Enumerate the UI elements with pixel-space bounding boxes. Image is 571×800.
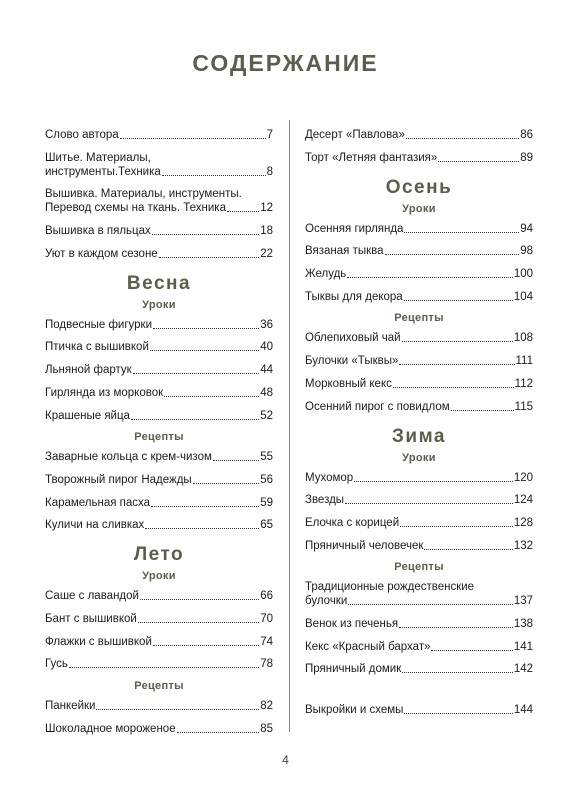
toc-entry[interactable]	[305, 222, 533, 236]
toc-entry[interactable]	[45, 518, 273, 532]
toc-entry-title: Карамельная пасха	[45, 496, 151, 509]
toc-entry-page: 12	[260, 202, 273, 215]
toc-entry-title: Слово автора	[45, 129, 119, 141]
toc-entry-title: Вязаная тыква	[305, 245, 384, 258]
dot-leader	[399, 627, 513, 628]
dot-leader	[451, 410, 514, 411]
dot-leader	[438, 161, 519, 162]
dot-leader	[354, 481, 513, 482]
toc-entry-page: 55	[260, 451, 273, 464]
dot-leader	[153, 645, 259, 646]
toc-entry-page: 8	[266, 165, 273, 178]
toc-entry-page: 7	[266, 129, 273, 141]
toc-entry[interactable]	[305, 493, 533, 507]
toc-entry[interactable]	[305, 662, 533, 676]
dot-leader	[404, 713, 512, 714]
toc-entry-page: 144	[513, 704, 533, 716]
toc-entry[interactable]	[45, 247, 273, 261]
toc-entry-page: 120	[513, 471, 533, 484]
toc-entry[interactable]	[45, 363, 273, 377]
dot-leader	[402, 341, 513, 342]
toc-entry[interactable]	[45, 496, 273, 510]
dot-leader	[96, 709, 259, 710]
toc-entry[interactable]	[305, 640, 533, 654]
toc-entry[interactable]	[45, 635, 273, 649]
toc-entry-title: Елочка с корицей	[305, 516, 400, 529]
toc-entry-title: Птичка с вышивкой	[45, 341, 149, 354]
summer-lessons-list	[45, 589, 273, 671]
dot-leader	[145, 528, 259, 529]
toc-entry-title: Булочки «Тыквы»	[305, 355, 399, 368]
toc-entry-page: 85	[260, 722, 273, 735]
intro-list	[45, 128, 273, 261]
toc-entry[interactable]	[45, 318, 273, 332]
dot-leader	[404, 232, 519, 233]
section-heading-spring: Весна	[126, 272, 192, 294]
toc-entry-page: 74	[260, 635, 273, 648]
toc-entry-title: Бант с вышивкой	[45, 612, 137, 625]
toc-entry-page: 124	[513, 494, 533, 507]
toc-entry-page: 48	[260, 386, 273, 399]
toc-entry-title: Панкейки	[45, 700, 96, 712]
subheading-winter-lessons: Уроки	[402, 451, 436, 464]
toc-entry-title: Пряничный домик	[305, 663, 402, 676]
dot-leader	[133, 373, 260, 374]
toc-entry-title: Желудь	[305, 268, 347, 281]
toc-entry[interactable]	[305, 151, 533, 165]
toc-entry[interactable]	[45, 473, 273, 487]
dot-leader	[120, 138, 266, 139]
toc-entry-page: 137	[513, 595, 533, 608]
dot-leader	[162, 175, 266, 176]
toc-entry-patterns[interactable]	[305, 703, 533, 717]
dot-leader	[227, 211, 259, 212]
dot-leader	[131, 419, 259, 420]
toc-entry-title: Подвесные фигурки	[45, 318, 153, 331]
winter-lessons-list	[305, 471, 533, 553]
dot-leader	[402, 672, 513, 673]
toc-entry-title: Облепиховый чай	[305, 332, 401, 345]
toc-entry-page: 100	[513, 268, 533, 281]
autumn-lessons-list	[305, 222, 533, 304]
toc-entry-page: 94	[520, 222, 533, 235]
toc-entry-title: Куличи на сливках	[45, 519, 145, 532]
dot-leader	[424, 549, 512, 550]
toc-entry[interactable]	[305, 290, 533, 304]
dot-leader	[150, 350, 259, 351]
toc-entry-title: Крашеные яйца	[45, 409, 130, 422]
toc-entry[interactable]	[305, 400, 533, 414]
toc-column-right	[305, 128, 533, 726]
toc-entry[interactable]	[305, 377, 533, 391]
autumn-recipes-list	[305, 331, 533, 413]
toc-entry-title: Шоколадное мороженое	[45, 722, 176, 735]
toc-entry-page: 40	[260, 341, 273, 354]
toc-entry-page: 59	[260, 496, 273, 509]
dot-leader	[177, 732, 260, 733]
toc-entry-title: Кекс «Красный бархат»	[305, 640, 431, 653]
toc-entry[interactable]	[45, 386, 273, 400]
toc-entry-title-line: Перевод схемы на ткань. Техника	[45, 202, 226, 215]
spring-recipes-list	[45, 450, 273, 532]
page-title: СОДЕРЖАНИЕ	[192, 50, 379, 76]
toc-entry-page: 52	[260, 409, 273, 422]
dot-leader	[159, 257, 260, 258]
toc-entry-title: Гусь	[45, 658, 68, 671]
toc-entry-title-line: Вышивка. Материалы, инструменты.	[45, 188, 242, 201]
toc-entry-page: 104	[513, 290, 533, 303]
toc-entry-page: 108	[513, 332, 533, 345]
toc-entry-page: 132	[513, 539, 533, 552]
section-heading-autumn: Осень	[385, 176, 453, 198]
subheading-spring-lessons: Уроки	[142, 298, 176, 311]
toc-entry[interactable]	[45, 612, 273, 626]
toc-entry-title-line: Шитье. Материалы,	[45, 151, 151, 164]
toc-entry-page: 86	[520, 129, 533, 141]
dot-leader	[152, 234, 259, 235]
toc-entry[interactable]	[45, 409, 273, 423]
toc-entry[interactable]	[305, 580, 533, 608]
toc-entry-title-line: булочки	[305, 595, 348, 608]
toc-entry-title: Творожный пирог Надежды	[45, 473, 192, 486]
toc-entry[interactable]	[305, 244, 533, 258]
toc-entry[interactable]	[45, 151, 273, 179]
toc-entry-page: 44	[260, 364, 273, 377]
toc-entry-title: Заварные кольца с крем-чизом	[45, 451, 212, 464]
toc-entry[interactable]	[45, 128, 273, 142]
toc-entry-title: Льняной фартук	[45, 364, 132, 377]
toc-entry-page: 78	[260, 658, 273, 671]
dot-leader	[69, 667, 259, 668]
toc-entry[interactable]	[45, 699, 273, 713]
toc-entry-title: Морковный кекс	[305, 377, 392, 390]
toc-entry-page: 111	[515, 355, 533, 368]
toc-entry-title: Звезды	[305, 494, 345, 507]
toc-entry[interactable]	[45, 657, 273, 671]
toc-entry[interactable]	[305, 331, 533, 345]
toc-entry-page: 18	[260, 225, 273, 238]
toc-entry[interactable]	[45, 589, 273, 603]
toc-entry-title: Гирлянда из морковок	[45, 386, 164, 399]
subheading-spring-recipes: Рецепты	[134, 431, 184, 444]
dot-leader	[399, 364, 514, 365]
toc-entry-page: 112	[514, 377, 533, 390]
dot-leader	[138, 622, 259, 623]
dot-leader	[406, 138, 519, 139]
toc-entry-title: Торт «Летняя фантазия»	[305, 151, 438, 164]
toc-entry[interactable]	[305, 354, 533, 368]
subheading-summer-lessons: Уроки	[142, 570, 176, 583]
dot-leader	[400, 526, 513, 527]
toc-entry[interactable]	[305, 539, 533, 553]
toc-entry-title: Уют в каждом сезоне	[45, 247, 158, 260]
toc-column-left	[45, 128, 273, 744]
winter-recipes-list	[305, 580, 533, 676]
dot-leader	[393, 387, 514, 388]
toc-entry-page: 56	[260, 473, 273, 486]
dot-leader	[345, 503, 513, 504]
toc-entry-title: Саше с лавандой	[45, 590, 139, 603]
dot-leader	[151, 506, 259, 507]
toc-entry[interactable]	[45, 187, 273, 215]
page-number: 4	[282, 753, 289, 767]
toc-entry-title: Венок из печенья	[305, 617, 399, 630]
toc-entry[interactable]	[305, 516, 533, 530]
toc-entry-title: Пряничный человечек	[305, 539, 424, 552]
toc-entry-page: 66	[260, 590, 273, 603]
column-divider	[289, 120, 290, 732]
dot-leader	[385, 254, 520, 255]
toc-entry-page: 128	[513, 516, 533, 529]
toc-entry[interactable]	[305, 617, 533, 631]
summer-recipes-list	[45, 699, 273, 736]
toc-entry-title: Вышивка в пяльцах	[45, 225, 151, 238]
dot-leader	[213, 460, 259, 461]
dot-leader	[164, 396, 259, 397]
toc-entry[interactable]	[45, 450, 273, 464]
toc-entry-title-line: Традиционные рождественские	[305, 581, 475, 594]
toc-entry-title-line: инструменты.Техника	[45, 165, 161, 178]
toc-entry[interactable]	[305, 471, 533, 485]
subheading-winter-recipes: Рецепты	[394, 561, 444, 574]
dot-leader	[140, 599, 259, 600]
subheading-autumn-lessons: Уроки	[402, 202, 436, 215]
subheading-summer-recipes: Рецепты	[134, 680, 184, 692]
dot-leader	[404, 300, 513, 301]
toc-entry-page: 98	[520, 245, 533, 258]
toc-entry-page: 141	[513, 640, 533, 653]
toc-entry-title: Осенний пирог с повидлом	[305, 400, 450, 413]
toc-entry-page: 142	[513, 663, 533, 676]
toc-entry-title: Осенняя гирлянда	[305, 222, 404, 235]
toc-entry-page: 65	[260, 519, 273, 532]
toc-entry-title: Флажки с вышивкой	[45, 635, 152, 648]
section-heading-winter: Зима	[392, 425, 446, 447]
spring-lessons-list	[45, 318, 273, 423]
summer-recipes-continued-list	[305, 128, 533, 165]
toc-entry[interactable]	[45, 340, 273, 354]
toc-entry-page: 22	[260, 247, 273, 260]
toc-entry-page: 70	[260, 612, 273, 625]
toc-entry[interactable]	[45, 224, 273, 238]
toc-entry[interactable]	[305, 128, 533, 142]
toc-entry[interactable]	[45, 722, 273, 736]
toc-entry-page: 82	[260, 700, 273, 712]
toc-entry[interactable]	[305, 267, 533, 281]
section-heading-summer: Лето	[133, 544, 185, 566]
dot-leader	[347, 277, 513, 278]
toc-entry-page: 36	[260, 318, 273, 331]
dot-leader	[153, 328, 259, 329]
toc-entry-page: 115	[514, 400, 533, 413]
toc-entry-title: Десерт «Павлова»	[305, 129, 405, 141]
dot-leader	[193, 483, 260, 484]
toc-entry-title: Тыквы для декора	[305, 290, 403, 303]
dot-leader	[431, 650, 512, 651]
toc-entry-page: 138	[513, 617, 533, 630]
subheading-autumn-recipes: Рецепты	[394, 312, 444, 325]
toc-entry-title: Мухомор	[305, 471, 354, 484]
toc-entry-page: 89	[520, 151, 533, 164]
dot-leader	[348, 604, 513, 605]
toc-entry-title: Выкройки и схемы	[305, 704, 404, 716]
